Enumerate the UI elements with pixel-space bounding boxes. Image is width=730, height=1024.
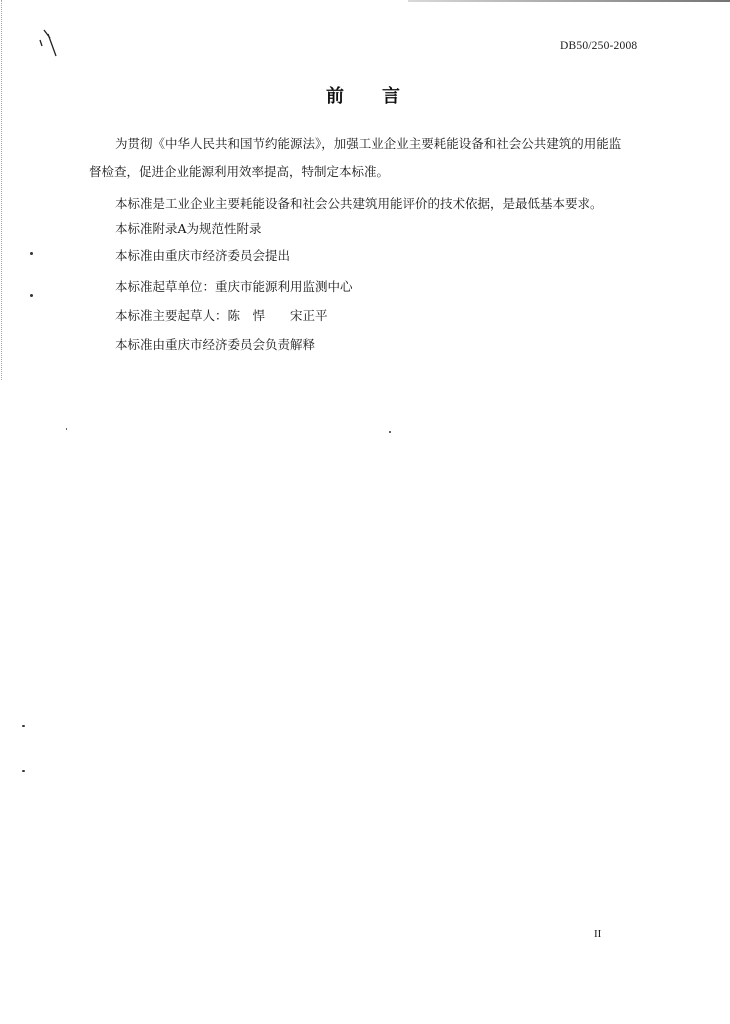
scan-speck — [66, 428, 67, 430]
scan-speck — [389, 431, 391, 433]
paragraph-drafters: 本标准主要起草人：陈 悍 宋正平 — [115, 308, 328, 323]
document-code: DB50/250-2008 — [560, 40, 638, 52]
scan-speck — [22, 770, 25, 772]
paragraph-technical-basis: 本标准是工业企业主要耗能设备和社会公共建筑用能评价的技术依据，是最低基本要求。 — [115, 196, 603, 211]
scan-margin-dots — [1, 0, 3, 380]
scan-edge-line — [408, 0, 730, 2]
scan-speck — [22, 725, 25, 727]
paragraph-interpretation: 本标准由重庆市经济委员会负责解释 — [115, 337, 316, 352]
scan-corner-mark — [36, 26, 66, 60]
paragraph-drafting-unit: 本标准起草单位：重庆市能源利用监测中心 — [115, 279, 353, 294]
section-heading-foreword: 前言 — [326, 86, 438, 107]
paragraph-proposer: 本标准由重庆市经济委员会提出 — [115, 248, 291, 263]
scan-speck — [30, 294, 33, 297]
paragraph-purpose-line1: 为贯彻《中华人民共和国节约能源法》，加强工业企业主要耗能设备和社会公共建筑的用能监 — [115, 136, 622, 151]
paragraph-appendix: 本标准附录A为规范性附录 — [115, 221, 262, 236]
page-number: II — [594, 928, 602, 940]
scan-speck — [30, 252, 33, 255]
paragraph-purpose-line2: 督检查，促进企业能源利用效率提高，特制定本标准。 — [89, 164, 390, 179]
